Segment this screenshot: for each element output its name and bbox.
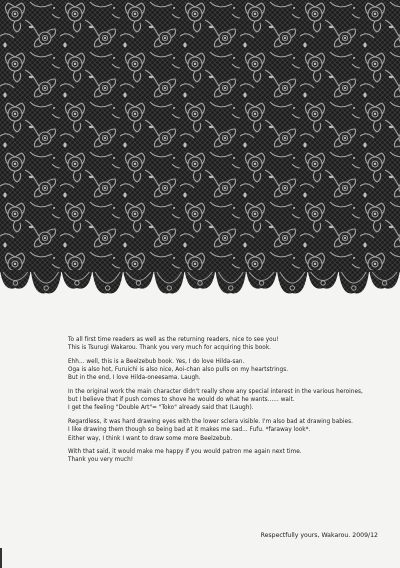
lace-scalloped-edge: [0, 270, 400, 294]
lace-scallop: [62, 270, 93, 289]
text-line: Regardless, it was hard drawing eyes with the lower sclera visible. I'm also bad at drawing babies.: [68, 418, 353, 425]
text-line: But in the end, I love Hilda-oneesama. Laugh.: [68, 375, 201, 382]
page-edge-mark: [0, 548, 2, 568]
paragraph-original-work: [68, 388, 380, 413]
text-line: This is Tsurugi Wakarou. Thank you very much for acquiring this book.: [68, 345, 272, 352]
afterword-text: [68, 336, 380, 470]
paragraph-beelzebub: [68, 358, 380, 383]
lace-scallop: [308, 270, 339, 289]
text-line: In the original work the main character didn't really show any special interest in the various heroines,: [68, 388, 363, 395]
lace-scallop: [123, 270, 154, 289]
lace-scallop: [246, 270, 277, 289]
text-line: To all first time readers as well as the returning readers, nice to see you!: [68, 337, 279, 343]
paragraph-greeting: [68, 336, 380, 353]
lace-scallop: [185, 270, 216, 289]
text-line: Thank you very much!: [68, 457, 134, 464]
lace-scallop: [369, 270, 400, 289]
paragraph-drawing: [68, 418, 380, 443]
text-line: but I believe that if push comes to shove he would do what he wants...... wait.: [68, 397, 295, 404]
text-line: I get the feeling "Double Art"= "Toko" already said that (Laugh).: [68, 405, 254, 412]
signature: Respectfully yours, Wakarou. 2009/12: [260, 532, 378, 539]
text-line: Oga is also hot, Furuichi is also nice, Aoi-chan also pulls on my heartstrings.: [68, 367, 289, 374]
lace-motif-layer: [0, 0, 400, 272]
paragraph-closing: [68, 448, 380, 465]
text-line: Ehh... well, this is a Beelzebub book. Yes, I do love Hilda-san.: [68, 358, 245, 365]
text-line: I like drawing them though so being bad at it makes me sad... Fufu. *faraway look*.: [68, 427, 311, 434]
text-line: With that said, it would make me happy if you would patron me again next time.: [68, 449, 302, 456]
text-line: Either way, I think I want to draw some more Beelzebub.: [68, 435, 233, 442]
lace-scallop: [0, 270, 31, 289]
